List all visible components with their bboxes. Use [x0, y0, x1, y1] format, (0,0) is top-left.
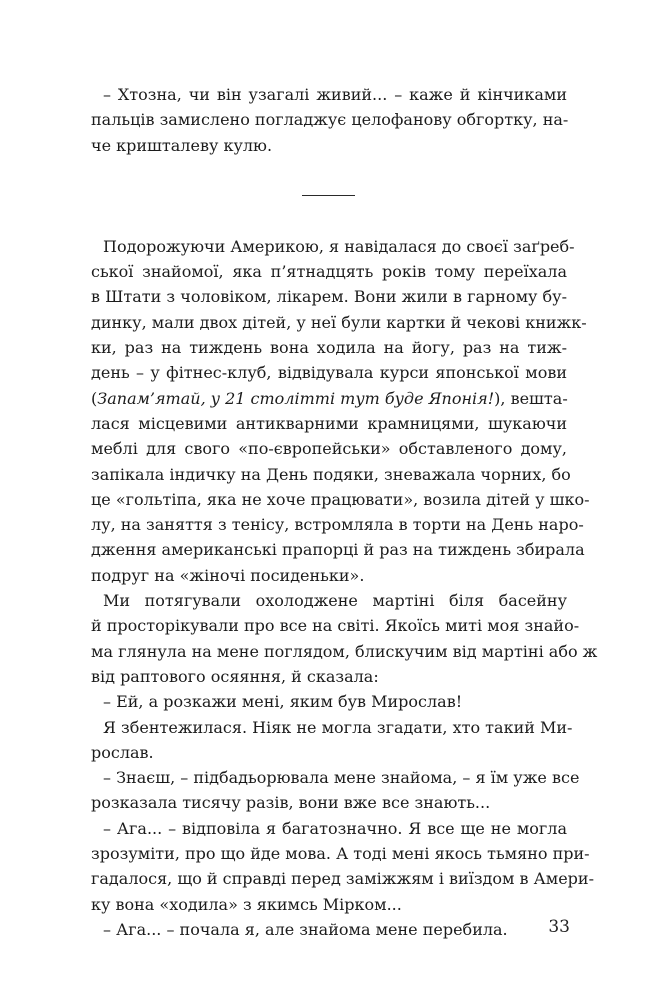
paragraph-3	[91, 588, 598, 689]
text-line: рослав.	[91, 742, 154, 762]
paragraph-5	[91, 765, 580, 816]
text-line: лу, на заняття з тенісу, встромляла в торти на День наро-	[91, 515, 584, 535]
text-line: Я збентежилася. Ніяк не могла згадати, хто такий Ми-	[103, 717, 573, 737]
text-line: че кришталеву кулю.	[91, 135, 273, 155]
text-line: ку вона «ходила» з якимсь Мірком...	[91, 894, 402, 914]
section-separator	[302, 195, 355, 196]
text-fragment: ), вешта-	[494, 388, 568, 408]
text-line: подруг на «жіночі посиденьки».	[91, 565, 365, 585]
text-line: пальців замислено погладжує целофанову обгортку, на-	[91, 110, 569, 130]
paragraph-4	[91, 715, 573, 766]
text-line: від раптового осяяння, й сказала:	[91, 666, 379, 686]
text-line: Ми потягували охолоджене мартіні біля басейну	[103, 591, 567, 611]
text-line: зрозуміти, про що йде мова. А тоді мені якось тьмяно при-	[91, 844, 590, 864]
text-line: – Ага... – відповіла я багатозначно. Я все ще не могла	[103, 818, 567, 838]
text-line: розказала тисячу разів, вони вже все знають...	[91, 793, 491, 813]
text-line-with-italic	[91, 386, 567, 411]
text-line: ма глянула на мене поглядом, блискучим від мартіні або ж	[91, 641, 598, 661]
text-line: – Хтозна, чи він узагалі живий... – каже й кінчиками	[103, 85, 567, 104]
text-line: це «гольтіпа, яка не хоче працювати», возила дітей у шко-	[91, 489, 590, 509]
text-line: й просторікували про все на світі. Якоїсь миті моя знайо-	[91, 616, 580, 636]
text-fragment: (	[91, 388, 98, 408]
section-separator-block	[91, 158, 567, 234]
text-line: гадалося, що й справді перед заміжжям і виїздом в Амери-	[91, 869, 594, 889]
text-line: – Знаєш, – підбадьорювала мене знайома, – я їм уже все	[103, 768, 580, 788]
text-line: лася місцевими антикварними крамницями, шукаючи	[91, 413, 567, 433]
paragraph-6	[91, 816, 594, 917]
paragraph-1	[91, 82, 567, 158]
page-number: 33	[548, 917, 570, 937]
text-line: запікала індичку на День подяки, зневажала чорних, бо	[91, 464, 571, 484]
text-line: день – у фітнес-клуб, відвідувала курси японської мови	[91, 363, 567, 383]
text-line: Подорожуючи Америкою, я навідалася до своєї заґреб-	[103, 236, 575, 256]
paragraph-2	[91, 234, 590, 588]
text-line: меблі для свого «по-європейськи» обставленого дому,	[91, 439, 567, 459]
text-line: динку, мали двох дітей, у неї були картки й чекові книжк-	[91, 312, 587, 332]
italic-quote: Запам’ятай, у 21 столітті тут буде Японія!	[97, 388, 495, 408]
text-line: дження американські прапорці й раз на тиждень збирала	[91, 540, 585, 560]
dialogue-line: – Ей, а розкажи мені, яким був Мирослав!	[103, 692, 463, 712]
text-line: ки, раз на тиждень вона ходила на йогу, раз на тиж-	[91, 338, 567, 358]
page-text	[91, 82, 598, 942]
text-line: ської знайомої, яка п’ятнадцять років тому переїхала	[91, 262, 567, 282]
text-line: в Штати з чоловіком, лікарем. Вони жили в гарному бу-	[91, 287, 567, 307]
dialogue-line: – Ага... – почала я, але знайома мене перебила.	[103, 919, 508, 939]
